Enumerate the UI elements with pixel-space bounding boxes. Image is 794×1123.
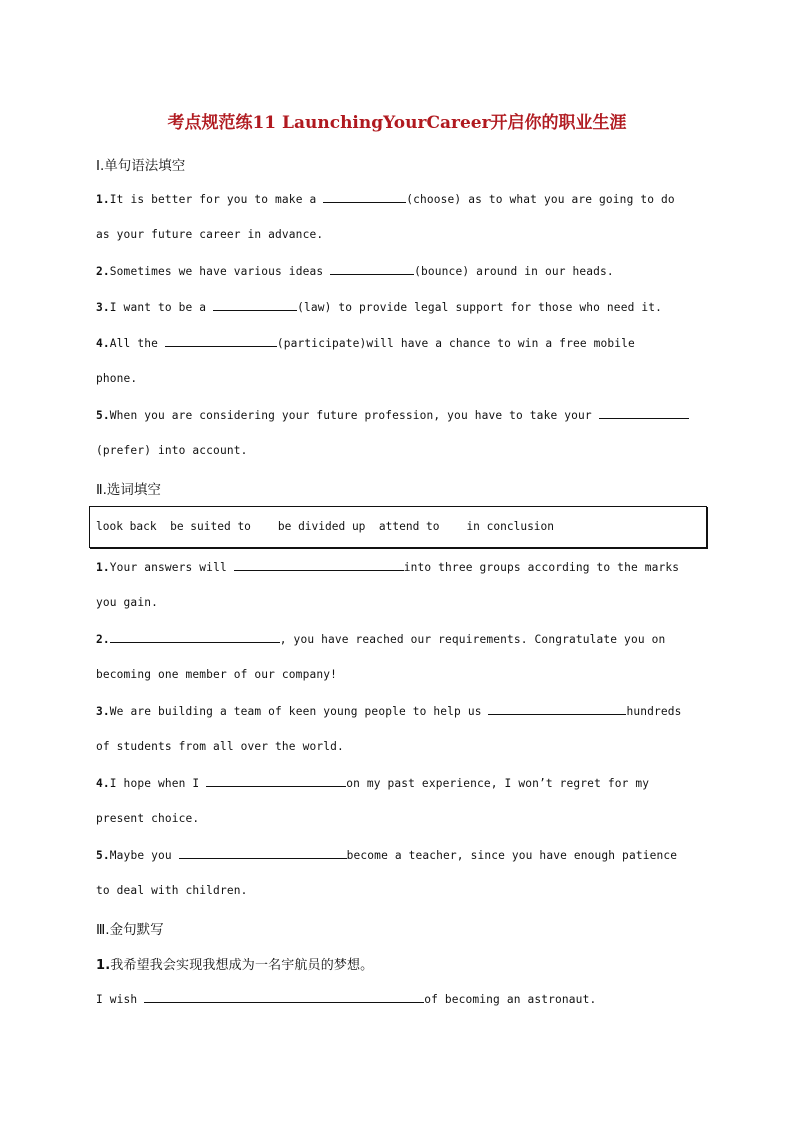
s1-question-4-cont: phone. [96,372,138,385]
s2-question-3-cont: of students from all over the world. [96,740,344,753]
question-number: 5. [96,849,110,862]
s2-question-3 [96,704,706,718]
question-text: I want to be a [109,301,214,314]
section-2-heading: Ⅱ.选词填空 [96,482,161,498]
question-number: 1. [96,561,110,574]
s2-question-5-cont: to deal with children. [96,884,248,897]
s3-question-1-answer [96,992,706,1006]
question-text: I wish [96,993,145,1006]
question-text: (law) to provide legal support for those who need it. [297,301,663,314]
question-text: All the [109,337,165,350]
s1-question-4 [96,336,706,350]
question-text: , you have reached our requirements. Congratulate you on [279,633,666,646]
s1-question-2 [96,264,706,278]
s3-question-1-prompt [96,954,706,973]
question-text: on my past experience, I won’t regret for my [346,777,650,790]
section-1-heading: Ⅰ.单句语法填空 [96,158,186,174]
word-bank-box [89,506,707,548]
s2-question-4 [96,776,706,790]
word-bank: look back be suited to be divided up attend to in conclusion [96,520,555,533]
section-3-heading: Ⅲ.金句默写 [96,922,164,938]
question-text: into three groups according to the marks [403,561,680,574]
question-number: 1. [96,958,111,973]
question-text: (participate)will have a chance to win a free mobile [276,337,635,350]
question-text: hundreds [626,705,682,718]
question-number: 3. [96,705,110,718]
s2-question-1 [96,560,706,574]
question-text: Your answers will [109,561,234,574]
question-text: We are building a team of keen young people to help us [109,705,489,718]
answer-blank[interactable] [323,192,406,203]
answer-blank[interactable] [206,776,346,787]
question-text: It is better for you to make a [109,193,324,206]
s1-question-5 [96,408,706,422]
question-text: Sometimes we have various ideas [109,265,331,278]
question-number: 2. [96,265,110,278]
s1-question-3 [96,300,706,314]
s2-question-5 [96,848,706,862]
s1-question-5-cont: (prefer) into account. [96,444,248,457]
question-text: Maybe you [109,849,179,862]
question-text: When you are considering your future profession, you have to take your [109,409,599,422]
answer-blank[interactable] [179,848,347,859]
question-number: 4. [96,337,110,350]
chinese-prompt: 我希望我会实现我想成为一名宇航员的梦想。 [110,958,374,973]
answer-blank[interactable] [234,560,404,571]
answer-blank[interactable] [110,632,280,643]
answer-blank[interactable] [213,300,297,311]
question-text: become a teacher, since you have enough patience [346,849,678,862]
answer-blank[interactable] [165,336,277,347]
question-number: 3. [96,301,110,314]
s2-question-2 [96,632,706,646]
page-title: 考点规范练11 LaunchingYourCareer开启你的职业生涯 [167,113,627,133]
answer-blank[interactable] [144,992,424,1003]
question-number: 5. [96,409,110,422]
s1-question-1-cont: as your future career in advance. [96,228,324,241]
answer-blank[interactable] [330,264,414,275]
question-number: 4. [96,777,110,790]
answer-blank[interactable] [599,408,689,419]
question-text: I hope when I [109,777,207,790]
question-text: (bounce) around in our heads. [414,265,614,278]
s2-question-4-cont: present choice. [96,812,200,825]
question-text: (choose) as to what you are going to do [406,193,675,206]
question-text: of becoming an astronaut. [424,993,597,1006]
s2-question-1-cont: you gain. [96,596,158,609]
s2-question-2-cont: becoming one member of our company! [96,668,337,681]
question-number: 1. [96,193,110,206]
s1-question-1 [96,192,706,206]
question-number: 2. [96,633,110,646]
answer-blank[interactable] [488,704,626,715]
